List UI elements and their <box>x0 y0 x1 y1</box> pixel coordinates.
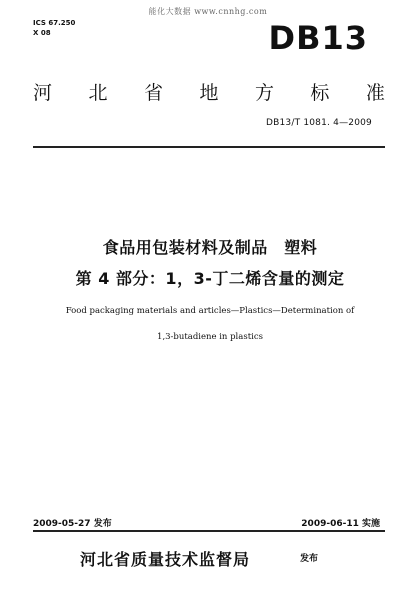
ics-code: ICS 67.250 <box>33 19 76 27</box>
standard-type-char: 准 <box>365 82 385 104</box>
implementation-date: 2009-06-11 实施 <box>301 519 380 529</box>
standard-type-title <box>33 78 385 105</box>
standard-type-char: 方 <box>254 82 274 104</box>
watermark-text: 能化大数据 www.cnnhg.com <box>148 7 268 16</box>
standard-type-char: 省 <box>143 82 163 104</box>
title-english-line-2: 1,3-butadiene in plastics <box>157 332 263 342</box>
issue-date: 2009-05-27 发布 <box>33 519 112 529</box>
top-divider <box>33 146 385 148</box>
issuing-authority: 河北省质量技术监督局 <box>80 550 251 569</box>
issuing-suffix: 发布 <box>300 554 319 564</box>
title-chinese-line-1: 食品用包装材料及制品 塑料 <box>102 238 318 257</box>
standard-type-char: 河 <box>33 82 53 104</box>
standard-type-char: 标 <box>310 82 330 104</box>
title-english-line-1: Food packaging materials and articles—Plastics—Determination of <box>65 306 355 316</box>
bottom-divider <box>33 530 385 532</box>
title-chinese-line-2: 第 4 部分：1，3-丁二烯含量的测定 <box>75 269 345 288</box>
standard-type-char: 北 <box>88 82 108 104</box>
classification-codes <box>33 19 75 39</box>
standard-code: DB13 <box>268 19 368 57</box>
standard-number: DB13/T 1081. 4—2009 <box>265 118 372 128</box>
standard-type-char: 地 <box>199 82 219 104</box>
category-code: X 08 <box>33 28 51 37</box>
